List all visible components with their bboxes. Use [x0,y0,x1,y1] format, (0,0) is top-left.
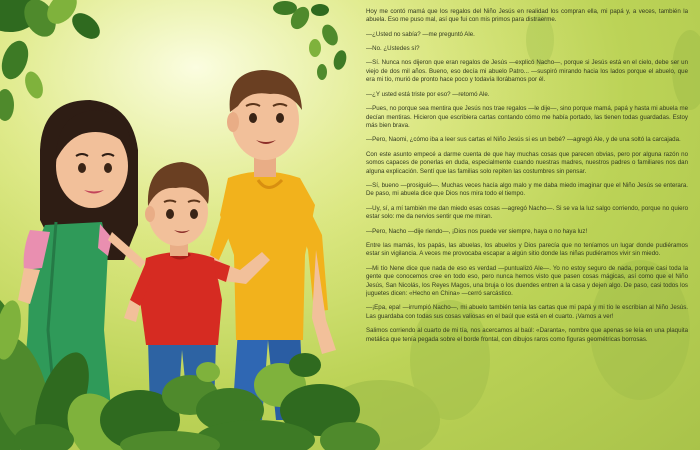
story-paragraph: Salimos corriendo al cuarto de mi tía, nos acercamos al baúl: «Daranta», nombre que apenas se leía en una plaquita metálica que tenía pegada sobre el borde frontal, con dibujos raros como figuras geométricas borrosas. [366,327,688,343]
story-paragraph: —¡Epa, epa! —irrumpió Nacho—, mi abuelo también tenía las cartas que mi papá y mi tío le escribían al Niño Jesús. Las guardaba con todas sus cosas valiosas en el baúl que está en el cuarto. ¡Vamos a ver! [366,304,688,320]
story-paragraph: —Mi tío Nene dice que nada de eso es verdad —puntualizó Ale—. Yo no estoy seguro de nada, porque casi toda la gente que conocemos cree en todo eso, pero nunca hemos visto que pasen cosas mágicas, así como que el Niño Jesús, San Nicolás, los Reyes Magos, una bruja o los duendes entren a la casa y dejen algo. De paso, casi todos los juguetes dicen: «Hecho en China» —cerró sarcástico. [366,264,688,298]
story-paragraph: —Sí. Nunca nos dijeron que eran regalos de Jesús —explicó Nacho—, porque si Jesús está en el cielo, debe ser un viejo de dos mil años. Bueno, eso decía mi abuelo Patro... —suspiró mirando hacia los lados porque el abuelo, que era mi tío, murió de pronto hace poco y todavía llorábamos por él. [366,59,688,84]
story-paragraph: —¿Usted no sabía? —me preguntó Ale. [366,30,475,38]
story-paragraph: —Uy, sí, a mí también me dan miedo esas cosas —agregó Nacho—. Si se va la luz salgo corriendo, porque no quiero estar solo: me da nervios sentir que me miran. [366,204,688,221]
story-paragraph: —Pues, no porque sea mentira que Jesús nos trae regalos —le dije—, sino porque mamá, papá y hasta mi abuela me decían mentiras. Hicieron que escribiera cartas contando cómo me había portado, las tienen todas guardadas. Estoy más bien brava. [366,105,688,129]
story-paragraph: —No. ¿Ustedes sí? [366,45,420,53]
story-paragraph: —Pero, Nacho —dije riendo—, ¡Dios nos puede ver siempre, haya o no haya luz! [366,227,588,235]
story-paragraph: Hoy me contó mamá que los regalos del Niño Jesús en realidad los compran ella, mi papá y, a veces, también la abuela. Eso me puso mal, así que fui con mis primos para distraerme. [366,8,688,24]
story-paragraph: —Pero, Naomi, ¿cómo iba a leer sus cartas el Niño Jesús si es un bebé? —agregó Ale, y de una soltó la carcajada. [366,136,681,144]
story-paragraph: —Sí, bueno —prosiguió—. Muchas veces hacía algo malo y me daba miedo imaginar que el Niño Jesús se enterara. De paso, mi abuela dice que Dios nos mira todo el tiempo. [366,181,688,198]
story-paragraph: Entre las mamás, los papás, las abuelas, los abuelos y Dios parecía que no teníamos un lugar donde pudiéramos estar sin vigilancia. A veces me provocaba escapar a algún sitio donde las niñas pudiéramos vivir sin miedo. [366,241,688,258]
story-paragraph: Con este asunto empecé a darme cuenta de que hay muchas cosas que parecen obvias, pero por alguna razón no somos capaces de ponerlas en duda, especialmente cuando nuestras madres, nuestros padres o familiares nos dan alguna explicación. Sentí que las familias solo repiten las costumbres sin pensar. [366,150,688,175]
story-text [366,8,688,444]
story-paragraph: —¿Y usted está triste por eso? —retomó Ale. [366,90,490,98]
